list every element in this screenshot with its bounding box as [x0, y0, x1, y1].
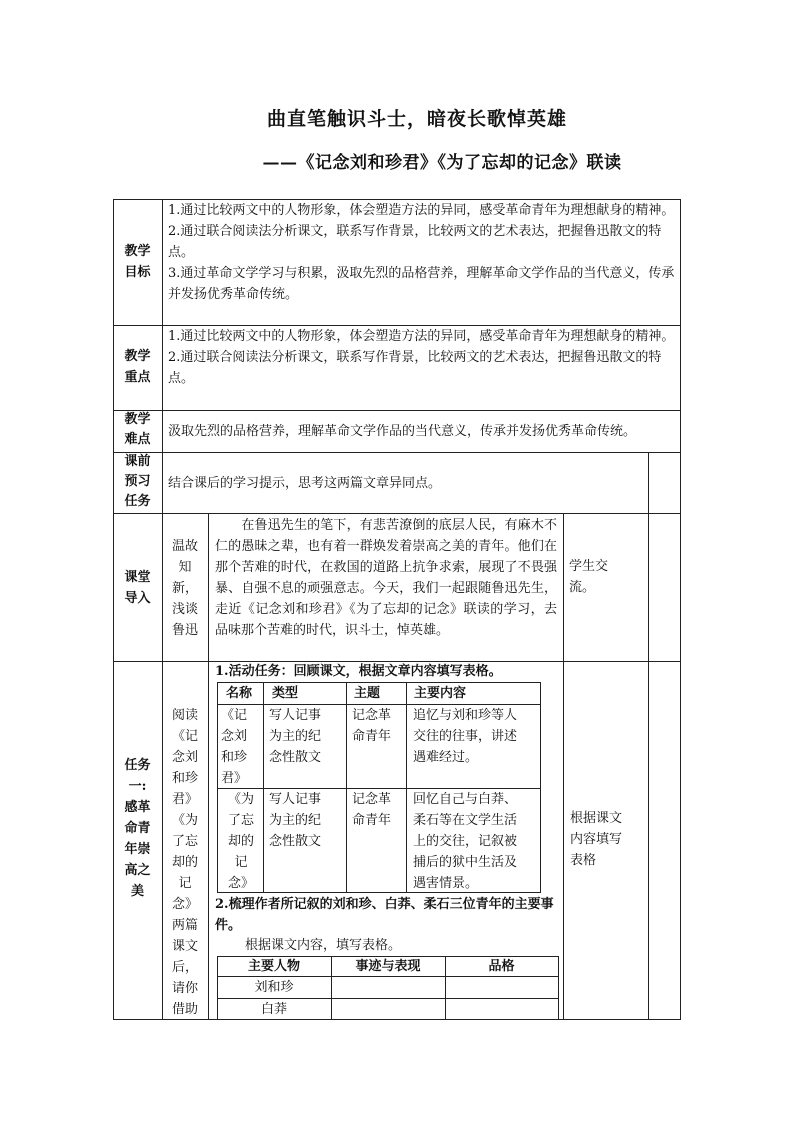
table1-cell: 记念革 命青年 [352, 792, 392, 828]
intro-student-activity: 学生交 流。 [569, 559, 609, 595]
table1-cell: 《记 念刘 和珍 君》 [221, 708, 248, 786]
task1-student-activity: 根据课文 内容填写 表格 [570, 811, 623, 868]
table1-cell: 追忆与刘和珍等人 交往的往事，讲述 遇难经过。 [413, 708, 518, 765]
page-title: 曲直笔触识斗士，暗夜长歌悼英雄 [266, 108, 567, 130]
goals-label: 教学 目标 [124, 244, 151, 280]
activity1-heading: 1.活动任务：回顾课文，根据文章内容填写表格。 [215, 664, 502, 679]
goals-text: 1.通过比较两文中的人物形象，体会塑造方法的异同，感受革命青年为理想献身的精神。 2.通过联合阅读法分析课文，联系写作背景，比较两文的艺术表达，把握鲁迅散文的特点。 3.通过革命文学学习与积累，汲取先烈的品格营养，理解革命文学作品的当代意义，传承并发扬优秀革命传统。 [168, 203, 675, 302]
table2-header-deeds: 事迹与表现 [355, 959, 421, 974]
table1-cell: 写人记事 为主的纪 念性散文 [269, 792, 322, 849]
difficulty-text: 汲取先烈的品格营养，理解革命文学作品的当代意义，传承并发扬优秀革命传统。 [168, 424, 637, 439]
table2-header-character: 品格 [488, 959, 515, 974]
table2-person: 刘和珍 [254, 980, 294, 995]
intro-text: 在鲁迅先生的笔下，有悲苦潦倒的底层人民，有麻木不仁的愚昧之辈，也有着一群焕发着崇高之美的青年。他们在那个苦难的时代，在救国的道路上抗争求索，展现了不畏强暴、自强不息的顽强意志。今天，我们一起跟随鲁迅先生，走近《记念刘和珍君》《为了忘却的记念》联读的学习，去品味那个苦难的时代，识斗士，悼英雄。 [215, 518, 557, 638]
preview-text: 结合课后的学习提示，思考这两篇文章异同点。 [168, 476, 442, 491]
activity2-instruction: 根据课文内容，填写表格。 [245, 938, 402, 953]
table1-header-theme: 主题 [354, 686, 381, 701]
table1-header-content: 主要内容 [414, 686, 467, 701]
table2-person: 白莽 [260, 1002, 287, 1017]
table1-cell: 写人记事 为主的纪 念性散文 [269, 708, 322, 765]
task1-label: 任务 一: 感革 命青 年崇 高之 美 [124, 758, 151, 899]
table1-header-type: 类型 [272, 686, 299, 701]
table1-header-name: 名称 [226, 686, 253, 701]
preview-label: 课前 预习 任务 [124, 454, 151, 509]
key-points-text: 1.通过比较两文中的人物形象，体会塑造方法的异同，感受革命青年为理想献身的精神。 2.通过联合阅读法分析课文，联系写作背景，比较两文的艺术表达，把握鲁迅散文的特点。 [168, 329, 675, 386]
difficulty-label: 教学 难点 [124, 412, 151, 447]
activity2-heading: 2.梳理作者所记叙的刘和珍、白莽、柔石三位青年的主要事件。 [215, 897, 554, 933]
page-subtitle: ——《记念刘和珍君》《为了忘却的记念》联读 [262, 153, 622, 173]
table1-cell: 回忆自己与白莽、 柔石等在文学生活 上的交往，记叙被 捕后的狱中生活及 遇害情景。 [413, 792, 518, 891]
intro-label: 课堂 导入 [124, 570, 151, 606]
key-points-label: 教学 重点 [124, 349, 151, 385]
table2-header-person: 主要人物 [247, 959, 300, 974]
table1-cell: 记念革 命青年 [352, 708, 392, 744]
task1-sub-label: 阅读 《记 念刘 和珍 君》 《为 了忘 却的 记 念》 两篇 课文 后， 请你 借助 [171, 708, 198, 1017]
intro-sub-label: 温故 知 新， 浅谈 鲁迅 [171, 539, 198, 638]
table1-cell: 《为 了忘 却的 记 念》 [227, 792, 254, 891]
